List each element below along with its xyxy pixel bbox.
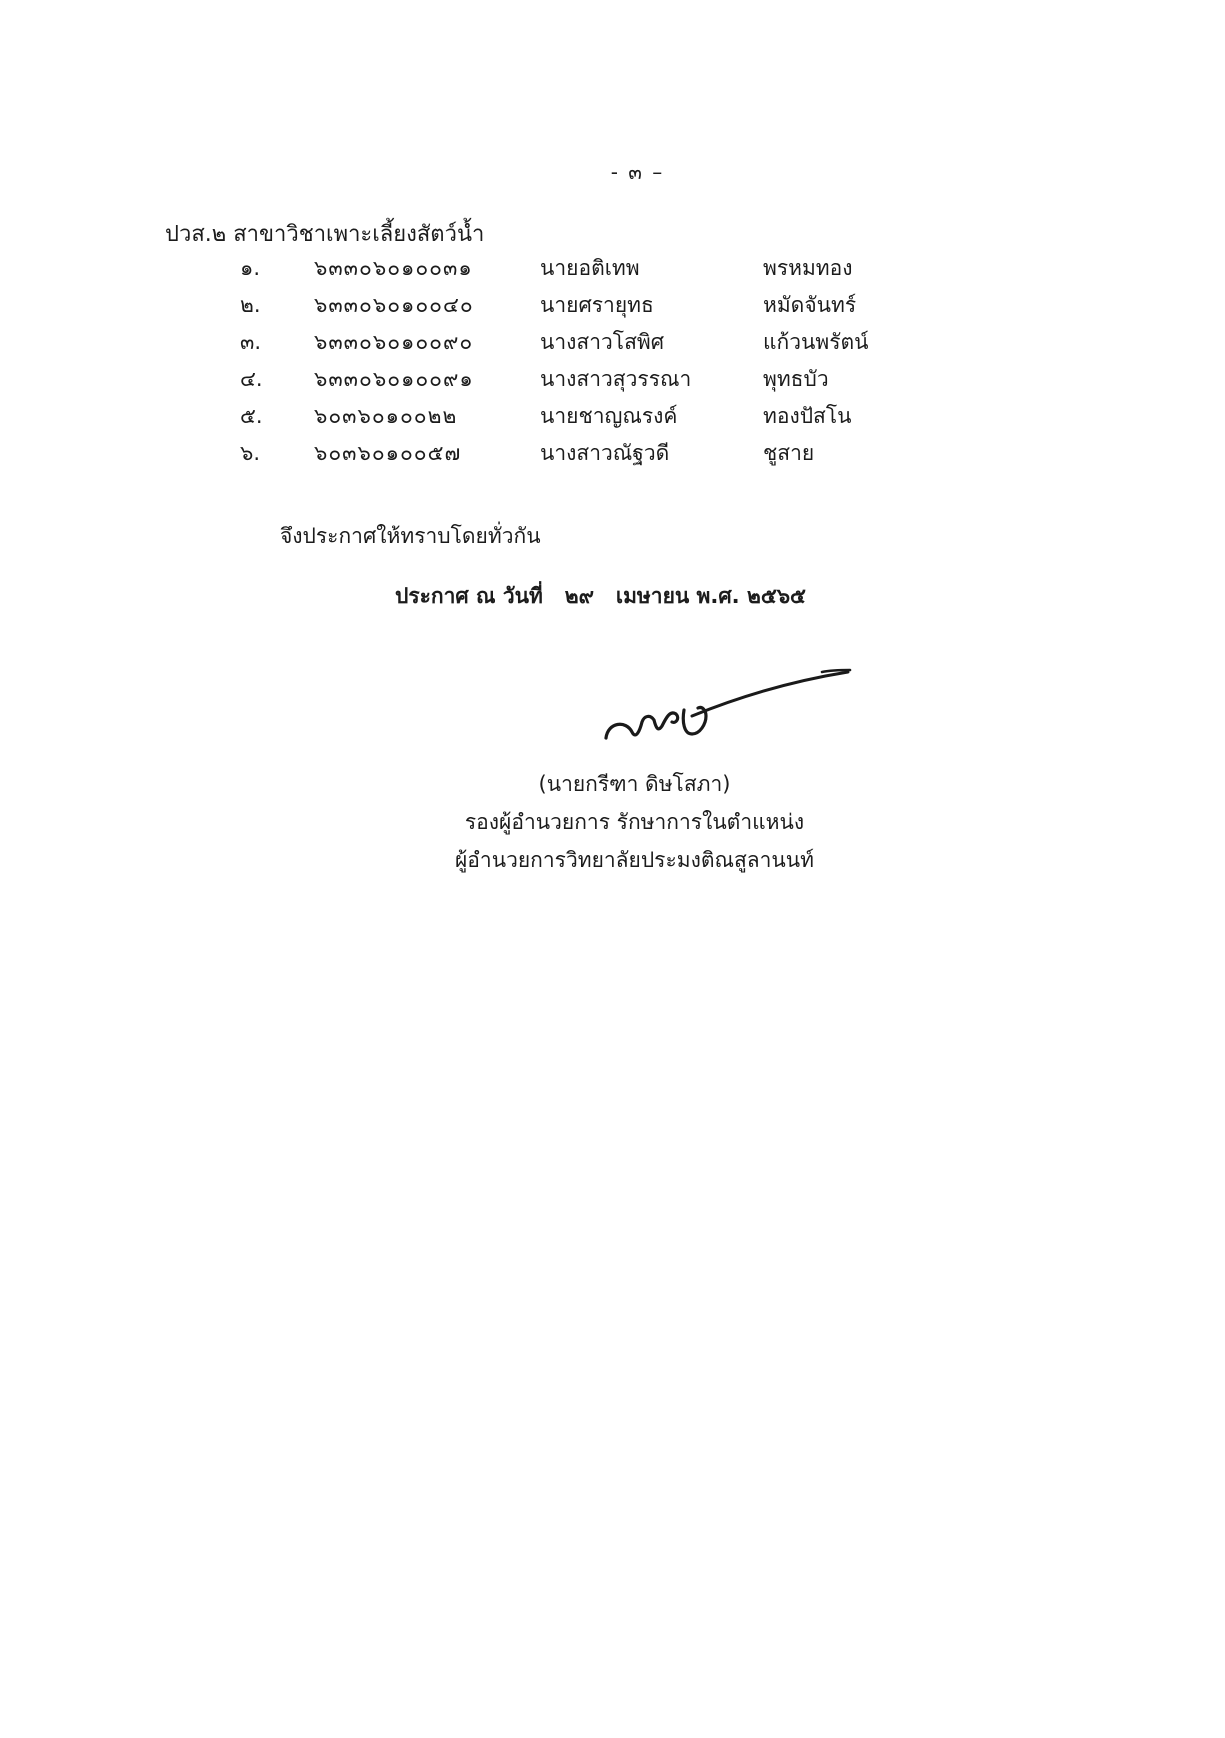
student-number: ๔.	[240, 367, 263, 391]
section-title: ปวส.๒ สาขาวิชาเพาะเลี้ยงสัตว์น้ำ	[165, 222, 485, 247]
student-last-name: แก้วนพรัตน์	[763, 330, 869, 354]
student-last-name: ชูสาย	[763, 441, 815, 465]
student-first-name: นางสาวณัฐวดี	[540, 441, 670, 465]
student-id: ๖๓๓๐๖๐๑๐๐๙๑	[314, 367, 474, 391]
list-item	[0, 437, 1225, 474]
list-item	[0, 252, 1225, 289]
student-number: ๖.	[240, 441, 261, 465]
student-first-name: นายศรายุทธ	[540, 293, 654, 317]
student-id: ๖๓๓๐๖๐๑๐๐๙๐	[314, 330, 474, 354]
student-id: ๖๐๓๖๐๑๐๐๒๒	[314, 404, 458, 428]
student-id: ๖๓๓๐๖๐๑๐๐๓๑	[314, 256, 473, 280]
student-last-name: พุทธบัว	[763, 367, 829, 391]
student-number: ๕.	[240, 404, 263, 428]
student-last-name: ทองปัสโน	[763, 404, 852, 428]
student-number: ๑.	[240, 256, 261, 280]
student-id: ๖๐๓๖๐๑๐๐๕๗	[314, 441, 462, 465]
announcement-date: ประกาศ ณ วันที่ ๒๙ เมษายน พ.ศ. ๒๕๖๕	[395, 584, 806, 608]
list-item	[0, 289, 1225, 326]
list-item	[0, 400, 1225, 437]
list-item	[0, 363, 1225, 400]
student-id: ๖๓๓๐๖๐๑๐๐๔๐	[314, 293, 474, 317]
student-last-name: หมัดจันทร์	[763, 293, 857, 317]
signatory-position-line1: รองผู้อำนวยการ รักษาการในตำแหน่ง	[464, 810, 805, 834]
page-number: - ๓ –	[610, 160, 665, 184]
student-list	[0, 252, 1225, 474]
student-first-name: นางสาวโสพิศ	[540, 330, 665, 354]
signature-icon	[596, 660, 856, 750]
student-number: ๓.	[240, 330, 262, 354]
student-last-name: พรหมทอง	[763, 256, 853, 280]
student-first-name: นายอติเทพ	[540, 256, 640, 280]
closing-text: จึงประกาศให้ทราบโดยทั่วกัน	[280, 524, 541, 548]
student-number: ๒.	[240, 293, 261, 317]
signatory-name: (นายกรีฑา ดิษโสภา)	[538, 772, 731, 796]
student-first-name: นายชาญณรงค์	[540, 404, 678, 428]
signatory-position-line2: ผู้อำนวยการวิทยาลัยประมงติณสูลานนท์	[455, 848, 814, 872]
list-item	[0, 326, 1225, 363]
student-first-name: นางสาวสุวรรณา	[540, 367, 692, 391]
